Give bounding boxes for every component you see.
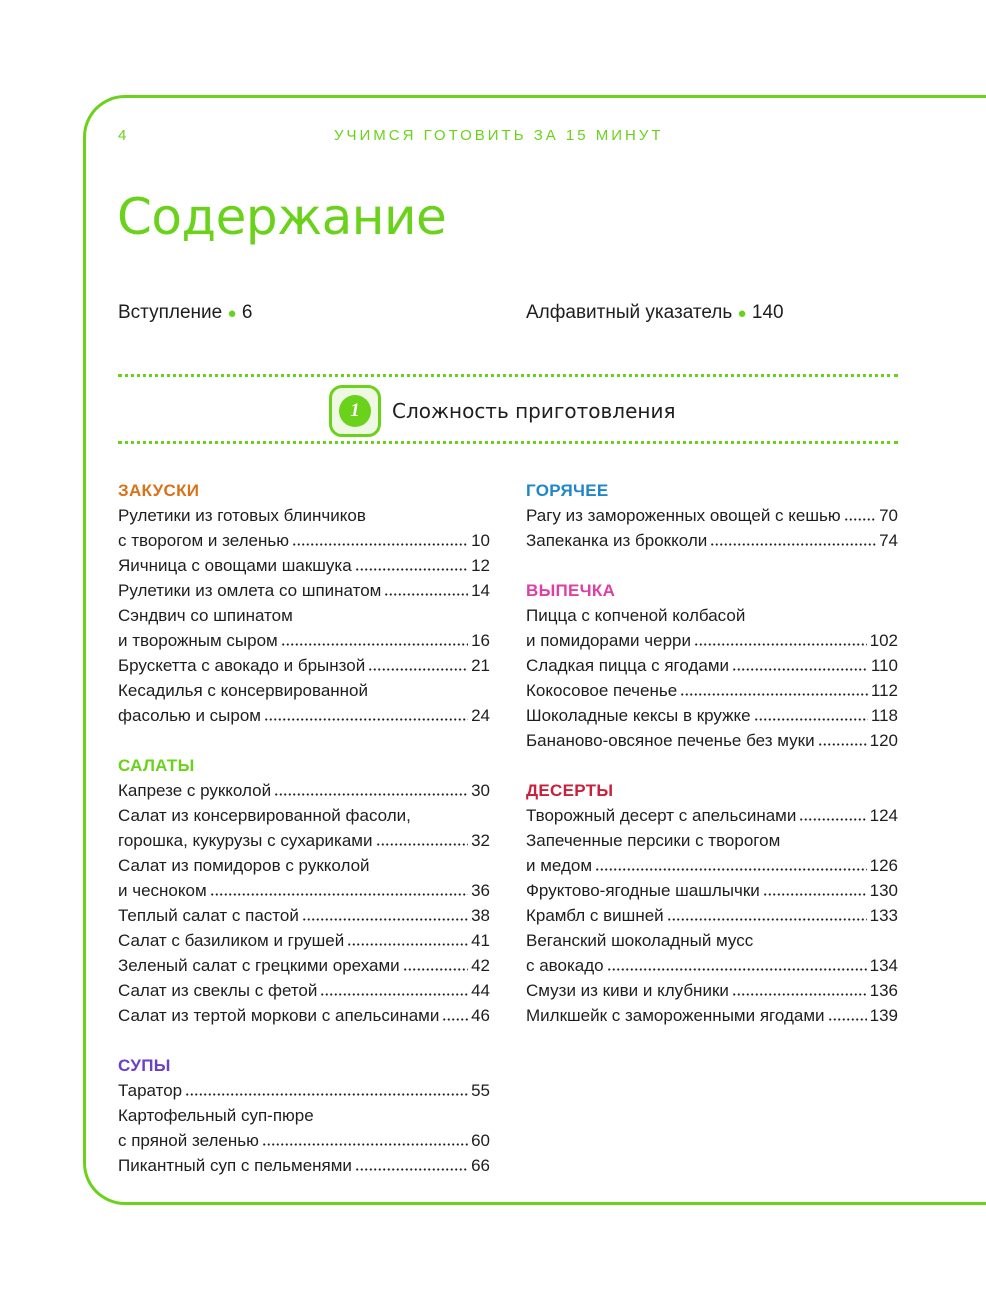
dot-leader [754,718,868,721]
difficulty-legend [329,383,676,439]
toc-entry-page: 55 [471,1081,490,1100]
dot-leader [274,793,468,796]
toc-entry[interactable] [526,503,898,528]
dot-leader [403,968,468,971]
toc-entry[interactable] [526,978,898,1003]
toc-entry-page: 30 [471,781,490,800]
dot-leader [667,918,867,921]
toc-entry-name: и медом [526,856,593,875]
toc-entry-name: Шоколадные кексы в кружке [526,706,751,725]
toc-entry[interactable] [118,503,490,553]
difficulty-legend-label: Сложность приготовления [392,399,676,423]
dot-leader [763,893,867,896]
toc-entry-name: горошка, кукурузы с сухариками [118,831,373,850]
toc-entry-name: Таратор [118,1081,183,1100]
index-page: 140 [751,302,784,323]
dot-leader [828,1018,867,1021]
intro-label: Вступление [118,302,223,323]
toc-entry-name: Рулетики из готовых блинчиков [118,506,366,525]
toc-entry[interactable] [118,978,490,1003]
toc-entry[interactable] [118,653,490,678]
dot-leader [799,818,866,821]
toc-entry-name: и помидорами черри [526,631,691,650]
dot-leader [347,943,468,946]
toc-entry[interactable] [526,878,898,903]
toc-entry-name: фасолью и сыром [118,706,261,725]
toc-entry-page: 46 [471,1006,490,1025]
toc-entry-name: Яичница с овощами шакшука [118,556,352,575]
toc-entry-page: 110 [870,656,898,675]
page-number: 4 [118,127,127,144]
toc-entry-name: Салат из помидоров с рукколой [118,856,370,875]
toc-entry-page: 38 [471,906,490,925]
toc-section-salaty [118,753,490,1028]
toc-entry[interactable] [118,1103,490,1153]
dot-leader [302,918,468,921]
toc-entry[interactable] [526,653,898,678]
toc-entry[interactable] [526,728,898,753]
toc-entry-name: Творожный десерт с апельсинами [526,806,797,825]
toc-entry-name: Веганский шоколадный мусс [526,931,754,950]
toc-entry-page: 32 [471,831,490,850]
toc-entry-page: 16 [471,631,490,650]
toc-entry-page: 24 [471,706,490,725]
dot-leader [694,643,867,646]
dot-leader [368,668,468,671]
toc-entry[interactable] [118,678,490,728]
toc-entry[interactable] [118,578,490,603]
toc-column-right [526,478,898,1053]
section-heading: ВЫПЕЧКА [526,581,616,600]
running-head [118,127,986,147]
dot-leader [595,868,867,871]
dotted-divider-top [118,374,898,377]
toc-entry-name: Фруктово-ягодные шашлычки [526,881,760,900]
dot-leader [732,993,867,996]
toc-entry-name: Рулетики из омлета со шпинатом [118,581,382,600]
toc-entry[interactable] [526,903,898,928]
toc-entry[interactable] [526,603,898,653]
toc-entry[interactable] [118,553,490,578]
toc-entry-page: 124 [869,806,898,825]
toc-entry-name: Салат из консервированной фасоли, [118,806,411,825]
toc-entry-name: Сэндвич со шпинатом [118,606,293,625]
dot-leader [710,543,876,546]
toc-entry-page: 60 [471,1131,490,1150]
dot-leader [376,843,469,846]
toc-entry-name: Рагу из замороженных овощей с кешью [526,506,841,525]
dot-leader [384,593,468,596]
toc-entry-page: 14 [471,581,490,600]
toc-entry[interactable] [118,903,490,928]
toc-section-goryachee [526,478,898,553]
toc-entry[interactable] [526,703,898,728]
bullet-dot-icon: ● [737,305,747,322]
dot-leader [607,968,867,971]
bullet-dot-icon: ● [227,305,237,322]
dot-leader [680,693,868,696]
toc-entry-name: Салат с базиликом и грушей [118,931,345,950]
toc-entry[interactable] [118,953,490,978]
toc-entry-name: Запеканка из брокколи [526,531,708,550]
toc-entry[interactable] [118,803,490,853]
toc-entry-page: 66 [471,1156,490,1175]
intro-link[interactable] [118,302,252,324]
dotted-divider-bottom [118,441,898,444]
toc-entry-name: Кесадилья с консервированной [118,681,368,700]
dot-leader [818,743,867,746]
toc-entry-name: Пицца с копченой колбасой [526,606,746,625]
toc-entry-page: 12 [471,556,490,575]
dot-leader [732,668,868,671]
toc-entry-name: Теплый салат с пастой [118,906,299,925]
toc-entry[interactable] [526,928,898,978]
toc-entry-page: 44 [471,981,490,1000]
running-title: УЧИМСЯ ГОТОВИТЬ ЗА 15 МИНУТ [334,127,664,144]
difficulty-badge-icon [329,385,381,437]
toc-entry[interactable] [118,1078,490,1103]
toc-entry[interactable] [118,603,490,653]
intro-page: 6 [241,302,253,323]
toc-entry-page: 118 [870,706,898,725]
toc-entry-page: 10 [471,531,490,550]
toc-entry-page: 126 [869,856,898,875]
toc-entry[interactable] [526,678,898,703]
toc-entry-page: 74 [879,531,898,550]
index-label: Алфавитный указатель [526,302,733,323]
dot-leader [185,1093,468,1096]
toc-entry-name: Крамбл с вишней [526,906,664,925]
toc-column-left [118,478,490,1203]
dot-leader [292,543,468,546]
toc-entry-page: 136 [869,981,898,1000]
toc-section-zakuski [118,478,490,728]
toc-entry-name: Капрезе с рукколой [118,781,272,800]
toc-entry-name: Милкшейк с замороженными ягодами [526,1006,825,1025]
toc-entry-name: Запеченные персики с творогом [526,831,781,850]
toc-entry-page: 21 [471,656,490,675]
toc-entry-page: 112 [870,681,898,700]
toc-entry-name: Картофельный суп-пюре [118,1106,314,1125]
toc-entry[interactable] [118,778,490,803]
toc-entry-name: Брускетта с авокадо и брынзой [118,656,366,675]
toc-entry-name: и творожным сыром [118,631,278,650]
section-heading: ДЕСЕРТЫ [526,781,614,800]
toc-entry[interactable] [526,1003,898,1028]
toc-entry-page: 102 [869,631,898,650]
toc-entry-name: Салат из свеклы с фетой [118,981,318,1000]
index-link[interactable] [526,302,784,324]
dot-leader [262,1143,468,1146]
toc-entry-page: 133 [869,906,898,925]
toc-entry[interactable] [526,828,898,878]
toc-entry-page: 70 [879,506,898,525]
toc-entry-name: Бананово-овсяное печенье без муки [526,731,815,750]
section-heading: ГОРЯЧЕЕ [526,481,609,500]
section-heading: САЛАТЫ [118,756,195,775]
difficulty-badge-number: 1 [339,395,371,427]
toc-entry-page: 139 [869,1006,898,1025]
toc-entry-page: 41 [471,931,490,950]
toc-entry-name: с авокадо [526,956,604,975]
page-title: Содержание [117,188,447,246]
toc-entry-page: 120 [869,731,898,750]
toc-entry[interactable] [118,1003,490,1028]
toc-entry-name: Зеленый салат с грецкими орехами [118,956,400,975]
toc-entry-page: 42 [471,956,490,975]
dot-leader [442,1018,468,1021]
toc-section-deserty [526,778,898,1028]
toc-section-vypechka [526,578,898,753]
toc-entry-page: 134 [869,956,898,975]
toc-entry-name: Сладкая пицца с ягодами [526,656,730,675]
toc-entry-name: с творогом и зеленью [118,531,289,550]
toc-entry[interactable] [118,928,490,953]
dot-leader [281,643,468,646]
dot-leader [844,518,876,521]
toc-entry-name: Кокосовое печенье [526,681,678,700]
dot-leader [264,718,468,721]
dot-leader [355,1168,468,1171]
toc-entry-page: 36 [471,881,490,900]
toc-entry-name: Пикантный суп с пельменями [118,1156,352,1175]
toc-section-supy [118,1053,490,1178]
toc-entry-name: Смузи из киви и клубники [526,981,729,1000]
toc-entry-name: с пряной зеленью [118,1131,259,1150]
dot-leader [320,993,468,996]
toc-entry-name: и чесноком [118,881,207,900]
toc-entry[interactable] [118,853,490,903]
toc-entry[interactable] [526,528,898,553]
toc-entry[interactable] [526,803,898,828]
toc-entry[interactable] [118,1153,490,1178]
section-heading: СУПЫ [118,1056,171,1075]
dot-leader [210,893,468,896]
toc-entry-page: 130 [869,881,898,900]
toc-entry-name: Салат из тертой моркови с апельсинами [118,1006,440,1025]
section-heading: ЗАКУСКИ [118,481,200,500]
dot-leader [355,568,468,571]
